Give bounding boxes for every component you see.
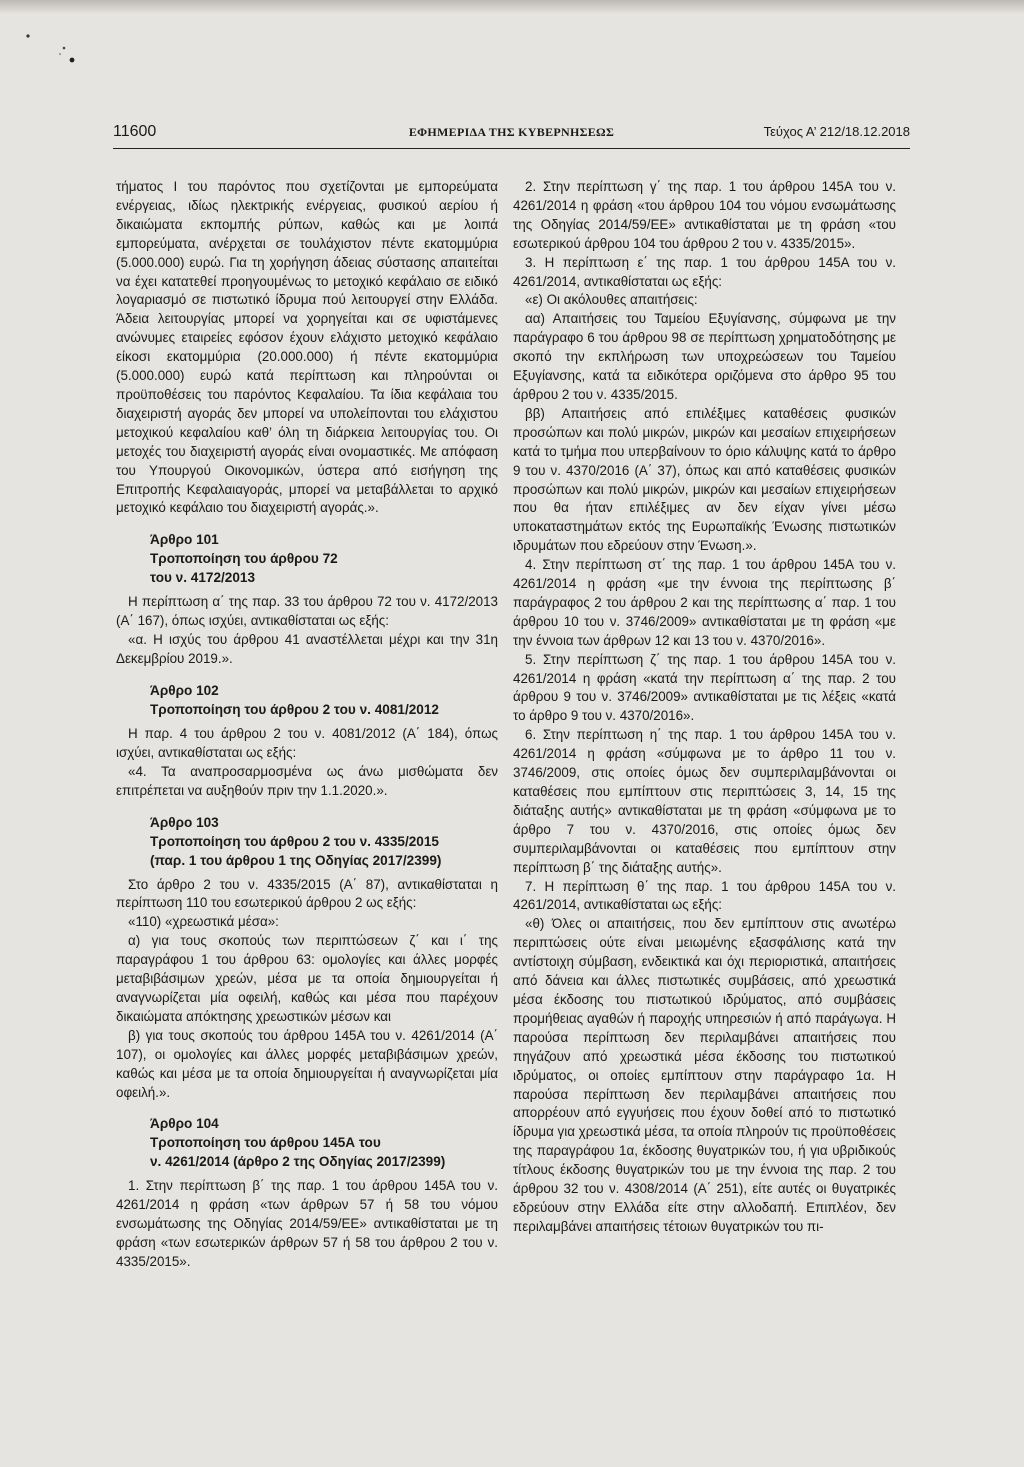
article-number: Άρθρο 103: [150, 814, 219, 830]
article-title: Τροποποίηση του άρθρου 2 του ν. 4335/2015: [150, 833, 439, 849]
article-title: ν. 4261/2014 (άρθρο 2 της Οδηγίας 2017/2399): [150, 1154, 446, 1170]
paragraph: 6. Στην περίπτωση η΄ της παρ. 1 του άρθρου 145Α του ν. 4261/2014 η φράση «σύμφωνα με το άρθρο 11 του ν. 3746/2009, στις οποίες όμως δεν συμπεριλαμβάνονται οι καταθέσεις που εμπίπτουν στις περιπτώσεις 3, 14, 15 της διάταξης αυτής» αντικαθίσταται με τη φράση «σύμφωνα με το άρθρο 7 του ν. 4370/2016, στις οποίες όμως δεν συμπεριλαμβάνονται οι καταθέσεις που εμπίπτουν στην περίπτωση β΄ της διάταξης αυτής».: [513, 727, 896, 875]
article-title: Τροποποίηση του άρθρου 72: [150, 551, 338, 567]
paragraph: 4. Στην περίπτωση στ΄ της παρ. 1 του άρθρου 145Α του ν. 4261/2014 η φράση «με την έννοια της περίπτωσης β΄ παράγραφος 2 του άρθρου 2 και της περίπτωσης α΄ παρ. 1 του άρθρου 10 του ν. 3746/2009» αντικαθίσταται με τη φράση «με την έννοια των άρθρων 12 και 13 του ν. 4370/2016».: [513, 557, 896, 648]
paragraph: Στο άρθρο 2 του ν. 4335/2015 (Α΄ 87), αντικαθίσταται η περίπτωση 110 του εσωτερικού άρθρου 2 ως εξής:: [116, 876, 498, 911]
scan-specks: [20, 24, 90, 74]
paragraph: «ε) Οι ακόλουθες απαιτήσεις:: [525, 292, 698, 308]
scan-edge-shadow: [0, 0, 1024, 14]
paragraph: α) για τους σκοπούς των περιπτώσεων ζ΄ και ι΄ της παραγράφου 1 του άρθρου 63: ομολογίες και άλλες μορφές μεταβιβάσιμων χρεών, μέσα με τα οποία δημιουργείται ή αναγνωρίζεται μία οφειλή, καθώς και μέσα που παρέχουν δικαιώματα απόκτησης χρεωστικών μέσων και: [116, 933, 498, 1024]
paragraph: 7. Η περίπτωση θ΄ της παρ. 1 του άρθρου 145Α του ν. 4261/2014, αντικαθίσταται ως εξής:: [513, 878, 896, 913]
paragraph: Η παρ. 4 του άρθρου 2 του ν. 4081/2012 (Α΄ 184), όπως ισχύει, αντικαθίσταται ως εξής:: [116, 725, 498, 760]
paragraph: «α. Η ισχύς του άρθρου 41 αναστέλλεται μέχρι και την 31η Δεκεμβρίου 2019.».: [116, 632, 498, 667]
gazette-title: ΕΦΗΜΕΡΙΔΑ ΤΗΣ ΚΥΒΕΡΝΗΣΕΩΣ: [408, 125, 615, 139]
article-number: Άρθρο 104: [150, 1116, 219, 1132]
article-number: Άρθρο 102: [150, 682, 219, 698]
paragraph: «θ) Όλες οι απαιτήσεις, που δεν εμπίπτουν στις ανωτέρω περιπτώσεις ούτε είναι μειωμένης εξασφάλισης κατά την αντίστοιχη σύμβαση, ενδεικτικά και όχι περιοριστικά, απαιτήσεις από δάνεια και άλλες πιστωτικές συμβάσεις, από χρεωστικά μέσα έκδοσης του πιστωτικού ιδρύματος, από συμβάσεις προμήθειας αγαθών ή παροχής υπηρεσιών ή από παράγωγα. Η παρούσα περίπτωση δεν περιλαμβάνει απαιτήσεις που πηγάζουν από χρεωστικά μέσα έκδοσης του πιστωτικού ιδρύματος, οι οποίες εμπίπτουν στην παράγραφο 1α. Η παρούσα περίπτωση δεν περιλαμβάνει απαιτήσεις που απορρέουν από εγγυήσεις που έχουν δοθεί από το πιστωτικό ίδρυμα για χρεωστικά μέσα, τα οποία πληρούν τις προϋποθέσεις της παραγράφου 1α, έκδοσης θυγατρικών του, ή για υβριδικούς τίτλους έκδοσης θυγατρικών του με την έννοια της παρ. 2 του άρθρου 32 του ν. 4308/2014 (Α΄ 251), είτε αυτές οι θυγατρικές εδρεύουν στην Ελλάδα είτε στην αλλοδαπή. Επιπλέον, δεν περιλαμβάνει απαιτήσεις τέτοιων θυγατρικών του πι-: [513, 916, 896, 1234]
article-title: Τροποποίηση του άρθρου 145Α του: [150, 1135, 381, 1151]
paragraph: 2. Στην περίπτωση γ΄ της παρ. 1 του άρθρου 145Α του ν. 4261/2014 η φράση «του άρθρου 104 του νόμου ενσωμάτωσης της Οδηγίας 2014/59/ΕΕ» αντικαθίσταται με τη φράση «του εσωτερικού άρθρου 104 του άρθρου 2 του ν. 4335/2015».: [513, 179, 896, 251]
article-number: Άρθρο 101: [150, 532, 219, 548]
article-title: Τροποποίηση του άρθρου 2 του ν. 4081/2012: [150, 701, 439, 717]
right-column: [513, 178, 896, 1237]
paragraph: 5. Στην περίπτωση ζ΄ της παρ. 1 του άρθρου 145Α του ν. 4261/2014 η φράση «κατά την περίπτωση α΄ της παρ. 2 του άρθρου 9 του ν. 3746/2009» αντικαθίσταται με τις λέξεις «κατά το άρθρο 9 του ν. 4370/2016».: [513, 651, 896, 724]
paragraph: τήματος Ι του παρόντος που σχετίζονται με εμπορεύματα ενέργειας, ιδίως ηλεκτρικής ενέργειας, φυσικού αερίου ή δικαιώματα εκπομπής ρύπων, καθώς και με λοιπά εμπορεύματα, ανέρχεται σε τουλάχιστον πέντε εκατομμύρια (5.000.000) ευρώ. Για τη χορήγηση άδειας σύστασης απαιτείται να έχει κατατεθεί προηγουμένως το μετοχικό κεφάλαιο σε ειδικό λογαριασμό σε πιστωτικό ίδρυμα πού λειτουργεί στην Ελλάδα. Άδεια λειτουργίας μπορεί να χορηγείται και σε υφιστάμενες ανώνυμες εταιρείες εφόσον έχουν ελάχιστο μετοχικό κεφάλαιο είκοσι εκατομμύρια (20.000.000) ή πέντε εκατομμύρια (5.000.000) ευρώ κατά περίπτωση και πληρούνται οι προϋποθέσεις του παρόντος Κεφαλαίου. Τα ίδια κεφάλαια του διαχειριστή αγοράς δεν μπορεί να υπολείπονται του ελάχιστου μετοχικού κεφαλαίου καθ’ όλη τη διάρκεια λειτουργίας του. Οι μετοχές του διαχειριστή αγοράς είναι ονομαστικές. Με απόφαση του Υπουργού Οικονομικών, ύστερα από εισήγηση της Επιτροπής Κεφαλαιαγοράς, μπορεί να μεταβάλλεται το αρχικό μετοχικό κεφάλαιο του διαχειριστή αγοράς.».: [116, 179, 498, 516]
left-column: [116, 178, 498, 1272]
page-header: [113, 120, 910, 149]
paragraph: «4. Τα αναπροσαρμοσμένα ως άνω μισθώματα δεν επιτρέπεται να αυξηθούν πριν την 1.1.2020.».: [116, 763, 498, 798]
article-title: (παρ. 1 του άρθρου 1 της Οδηγίας 2017/2399): [150, 852, 442, 868]
article-heading-101: [116, 530, 498, 587]
paragraph: αα) Απαιτήσεις του Ταμείου Εξυγίανσης, σύμφωνα με την παράγραφο 6 του άρθρου 98 σε περίπτωση χρηματοδότησης με σκοπό την εκπλήρωση των υποχρεώσεων του Ταμείου Εξυγίανσης, κατά τα ειδικότερα οριζόμενα στο άρθρο 95 του άρθρου 2 του ν. 4335/2015.: [513, 311, 896, 402]
article-heading-103: [116, 813, 498, 870]
article-title: του ν. 4172/2013: [150, 570, 256, 586]
article-heading-102: [116, 681, 498, 719]
paragraph: 1. Στην περίπτωση β΄ της παρ. 1 του άρθρου 145Α του ν. 4261/2014 η φράση «των άρθρων 57 ή 58 του νόμου ενσωμάτωσης της Οδηγίας 2014/59/ΕΕ» αντικαθίσταται με τη φράση «των εσωτερικών άρθρων 57 ή 58 του άρθρου 2 του ν. 4335/2015».: [116, 1178, 498, 1270]
paragraph: ββ) Απαιτήσεις από επιλέξιμες καταθέσεις φυσικών προσώπων και πολύ μικρών, μικρών και μεσαίων επιχειρήσεων κατά το τμήμα που υπερβαίνουν το όριο κάλυψης κατά το άρθρο 9 του ν. 4370/2016 (Α΄ 37), όπως και από καταθέσεις φυσικών προσώπων και πολύ μικρών, μικρών και μεσαίων επιχειρήσεων που θα ήταν επιλέξιμες αν δεν είχαν γίνει μέσω υποκαταστημάτων εκτός της Ευρωπαϊκής Ένωσης πιστωτικών ιδρυμάτων που εδρεύουν στην Ένωση.».: [513, 405, 896, 554]
paragraph: «110) «χρεωστικά μέσα»:: [128, 914, 279, 930]
article-heading-104: [116, 1114, 498, 1171]
paragraph: Η περίπτωση α΄ της παρ. 33 του άρθρου 72 του ν. 4172/2013 (Α΄ 167), όπως ισχύει, αντικαθίσταται ως εξής:: [116, 594, 498, 629]
paragraph: β) για τους σκοπούς του άρθρου 145Α του ν. 4261/2014 (Α΄ 107), οι ομολογίες και άλλες μορφές μεταβιβάσιμων χρεών, καθώς και μέσα με τα οποία δημιουργείται ή αναγνωρίζεται μία οφειλή.».: [116, 1027, 498, 1100]
page-number: 11600: [113, 123, 157, 140]
issue-label: Τεύχος Α’ 212/18.12.2018: [763, 124, 910, 139]
paragraph: 3. Η περίπτωση ε΄ της παρ. 1 του άρθρου 145Α του ν. 4261/2014, αντικαθίσταται ως εξής:: [513, 254, 896, 289]
